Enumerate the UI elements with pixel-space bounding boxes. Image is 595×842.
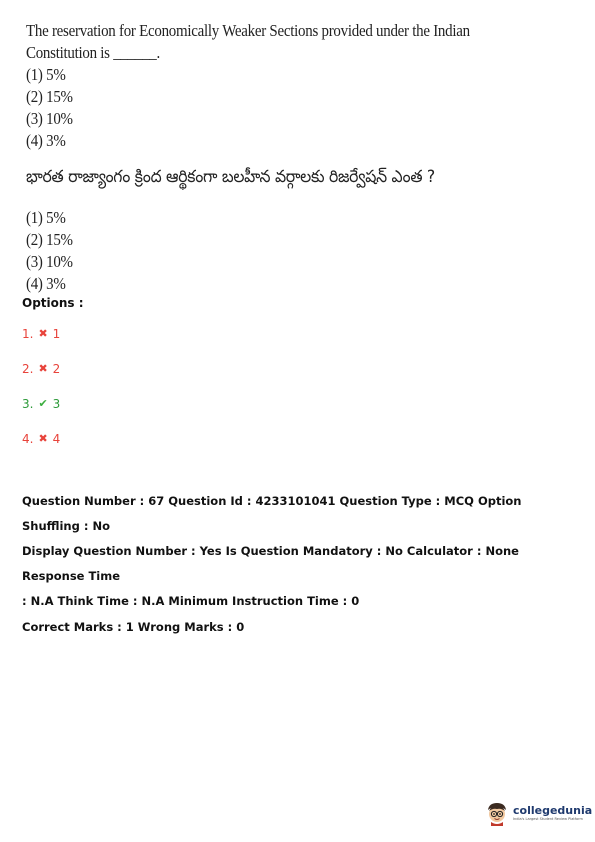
meta-line-1: Question Number : 67 Question Id : 4233101041 Question Type : MCQ Option Shuffling : No [22,494,522,533]
question-english-line-2: Constitution is ______. [26,43,160,62]
options-block [22,296,84,466]
option-number: 4. [22,432,34,446]
english-option-1: (1) 5% [26,65,66,84]
english-option-3: (3) 10% [26,109,73,128]
cross-icon: ✖ [38,327,48,340]
question-meta [22,489,582,640]
logo-name: collegedunia [513,803,593,817]
cross-icon: ✖ [38,362,48,375]
options-heading: Options : [22,296,84,310]
mascot-icon [484,800,510,826]
option-label: 2 [52,362,61,376]
option-number: 3. [22,397,34,411]
marks-line: Correct Marks : 1 Wrong Marks : 0 [22,620,245,634]
check-icon: ✔ [38,397,48,410]
option-row-1 [22,326,84,361]
meta-line-2: Display Question Number : Yes Is Question Mandatory : No Calculator : None Response Time [22,544,519,583]
telugu-option-4: (4) 3% [26,274,66,293]
option-number: 1. [22,327,34,341]
question-telugu-line: భారత రాజ్యాంగం క్రింద ఆర్థికంగా బలహీన వర్గాలకు రిజర్వేషన్ ఎంత ? [26,167,435,187]
option-label: 1 [52,327,61,341]
question-english-line-1: The reservation for Economically Weaker Sections provided under the Indian [26,21,470,40]
option-row-3 [22,396,84,431]
telugu-option-3: (3) 10% [26,252,73,271]
english-option-4: (4) 3% [26,131,66,150]
option-number: 2. [22,362,34,376]
option-label: 4 [52,432,61,446]
cross-icon: ✖ [38,432,48,445]
collegedunia-logo [484,800,592,826]
english-option-2: (2) 15% [26,87,73,106]
option-label: 3 [52,397,61,411]
logo-tagline: India's Largest Student Review Platform [513,816,583,821]
option-row-4 [22,431,84,466]
meta-line-3: : N.A Think Time : N.A Minimum Instruction Time : 0 [22,594,360,608]
question-block [26,20,470,295]
telugu-option-1: (1) 5% [26,208,66,227]
option-row-2 [22,361,84,396]
telugu-option-2: (2) 15% [26,230,73,249]
